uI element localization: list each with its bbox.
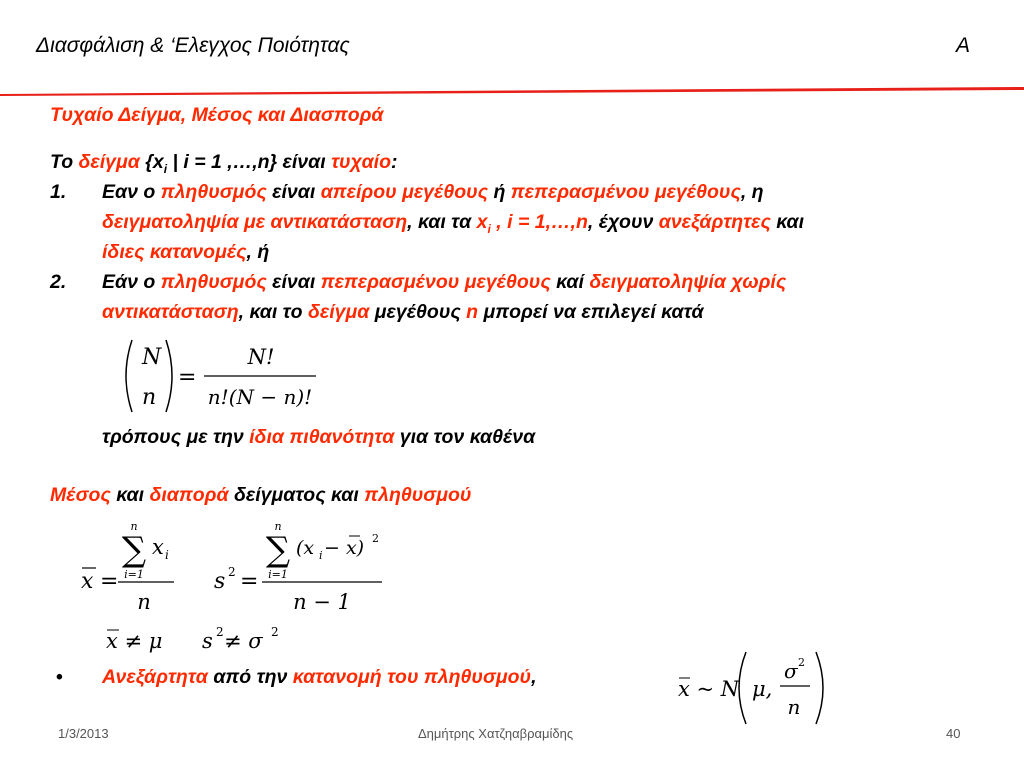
binom-numerator: N! (247, 345, 275, 369)
item-1-number: 1. (50, 181, 67, 203)
dist-num-sup: 2 (798, 656, 805, 669)
bullet-icon: • (56, 666, 63, 688)
section-2-line: Μέσος και διαπορά δείγματος και πληθυσμού (50, 484, 472, 506)
section-title: Τυχαίο Δείγμα, Μέσος και Διασπορά (50, 104, 384, 126)
footer-date: 1/3/2013 (58, 726, 109, 741)
mean-formula (74, 516, 184, 616)
var-term-2: − x) (324, 537, 365, 559)
neq-var-s-sup: 2 (216, 625, 224, 639)
neq-var-s: s (202, 629, 213, 653)
dist-mu: μ, (752, 677, 773, 701)
mean-sum-top: n (130, 520, 138, 533)
ways-line: τρόπους με την ίδια πιθανότητα για τον καθένα (102, 426, 536, 448)
mean-equals: = (100, 569, 119, 594)
header-rule (0, 86, 1024, 96)
dist-den: n (787, 695, 801, 719)
inequalities (100, 622, 300, 658)
footer-author: Δημήτρης Χατζηαβραμίδης (418, 726, 574, 741)
dist-num: σ (784, 659, 798, 683)
item-2-number: 2. (50, 271, 67, 293)
item-1-line-2: δειγματοληψία με αντικατάσταση, και τα $x_i$ , i = 1,…,n, έχουν ανεξάρτητες και (102, 211, 805, 236)
mean-term: x (152, 535, 164, 559)
binom-bottom: n (142, 385, 157, 410)
header-title: Διασφάλιση & ‘Ελεγχος Ποιότητας (36, 34, 350, 57)
mean-term-sub: i (165, 548, 169, 562)
sum-sign-icon: ∑ (121, 530, 147, 570)
binomial-formula (118, 336, 328, 416)
mean-sum-bottom: i=1 (124, 568, 144, 581)
header-right-label: A (956, 34, 971, 57)
mean-lhs: x (81, 569, 94, 594)
item-1-line-3: ίδιες κατανομές, ή (102, 241, 270, 263)
var-sum-top: n (274, 520, 282, 533)
mean-den: n (137, 590, 151, 614)
var-den: n − 1 (293, 590, 351, 614)
distribution-formula (672, 648, 832, 728)
bullet-line: Ανεξάρτητα από την κατανομή του πληθυσμού, (102, 666, 537, 688)
sum-sign-icon: ∑ (265, 530, 291, 570)
var-lhs-sup: 2 (228, 565, 236, 579)
var-lhs: s (214, 569, 226, 594)
binom-denominator: n!(N − n)! (207, 385, 313, 409)
neq-var-sigma-sup: 2 (271, 625, 279, 639)
var-term: (x (296, 537, 315, 559)
intro-line: Το δείγμα {$x_i$ | i = 1 ,…,n} είναι τυχαίο: (50, 151, 398, 176)
var-sum-bottom: i=1 (268, 568, 288, 581)
item-2-line-2: αντικατάσταση, και το δείγμα μεγέθους n μπορεί να επιλεγεί κατά (102, 301, 704, 323)
item-1-line-1: Εαν ο πληθυσμός είναι απείρου μεγέθους ή πεπερασμένου μεγέθους, η (102, 181, 764, 203)
var-term-sup: 2 (372, 532, 379, 545)
dist-lhs: x ~ N (678, 677, 740, 701)
var-term-sub: i (319, 549, 323, 562)
binom-equals: = (178, 365, 197, 390)
neq-var-sigma: ≠ σ (224, 629, 263, 653)
item-2-line-1: Εάν ο πληθυσμός είναι πεπερασμένου μεγέθους καί δειγματοληψία χωρίς (102, 271, 787, 293)
var-equals: = (240, 569, 259, 594)
neq-mean: x ≠ μ (106, 629, 163, 653)
footer-page-number: 40 (946, 726, 961, 741)
variance-formula (210, 516, 390, 616)
binom-top: N (142, 345, 162, 370)
